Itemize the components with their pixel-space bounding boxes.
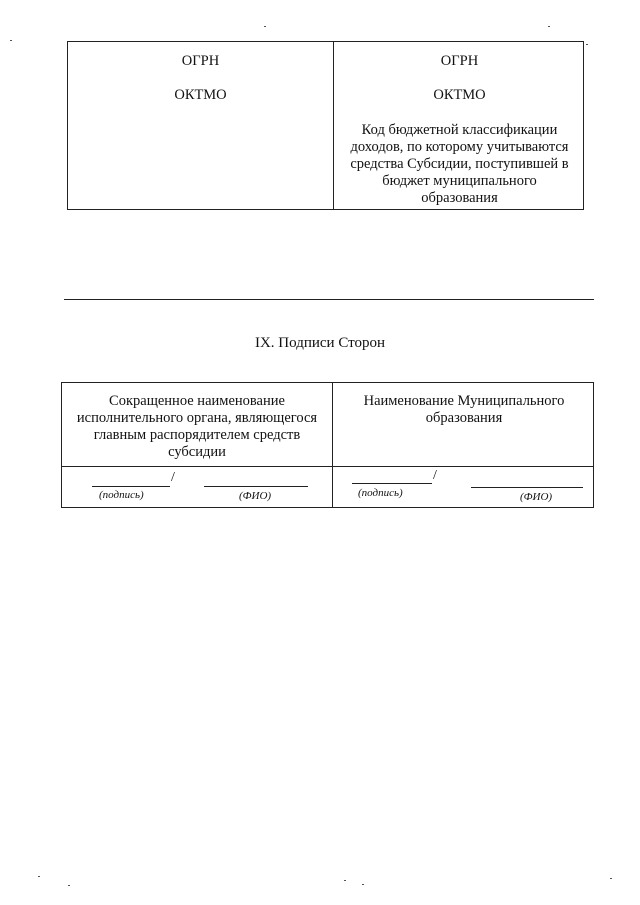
left-signature-caption: (подпись) [99,489,144,501]
right-signature-caption: (подпись) [358,487,403,499]
right-party-heading [333,393,595,427]
signatures-table [61,382,594,508]
heading-line: исполнительного органа, являющегося [76,410,318,426]
scan-speck [548,26,550,27]
right-oktmo-label: ОКТМО [433,87,486,103]
heading-line: субсидии [168,444,226,460]
right-ogrn-label: ОГРН [440,53,479,69]
left-name-line [204,486,308,487]
scan-speck [610,878,612,879]
scan-speck [68,885,70,886]
left-oktmo-label: ОКТМО [174,87,227,103]
scan-speck [264,26,266,27]
right-signature-line [352,483,432,484]
heading-line: Сокращенное наименование [109,393,285,409]
scan-speck [344,880,346,881]
budget-code-line: Код бюджетной классификации [361,122,558,138]
scan-speck [586,44,588,45]
left-ogrn-label: ОГРН [181,53,220,69]
right-name-line [471,487,583,488]
scan-speck [362,884,364,885]
heading-line: Наименование Муниципального [363,393,565,409]
budget-code-line: доходов, по которому учитываются [350,139,569,155]
budget-code-line: образования [421,190,498,206]
section-title: IX. Подписи Сторон [254,335,386,351]
separator-line [64,299,594,300]
row-divider [62,466,593,467]
left-signature-line [92,486,170,487]
budget-code-line: бюджет муниципального [382,173,537,189]
left-name-caption: (ФИО) [239,490,272,502]
heading-line: главным распорядителем средств [93,427,301,443]
budget-classification-code-label [334,122,585,207]
right-name-caption: (ФИО) [520,491,553,503]
budget-code-line: средства Субсидии, поступившей в [350,156,569,172]
scan-speck [10,40,12,41]
scan-speck [38,876,40,877]
left-slash: / [171,470,175,485]
right-slash: / [433,468,437,483]
requisites-table [67,41,584,210]
left-party-heading [62,393,332,461]
heading-line: образования [425,410,503,426]
